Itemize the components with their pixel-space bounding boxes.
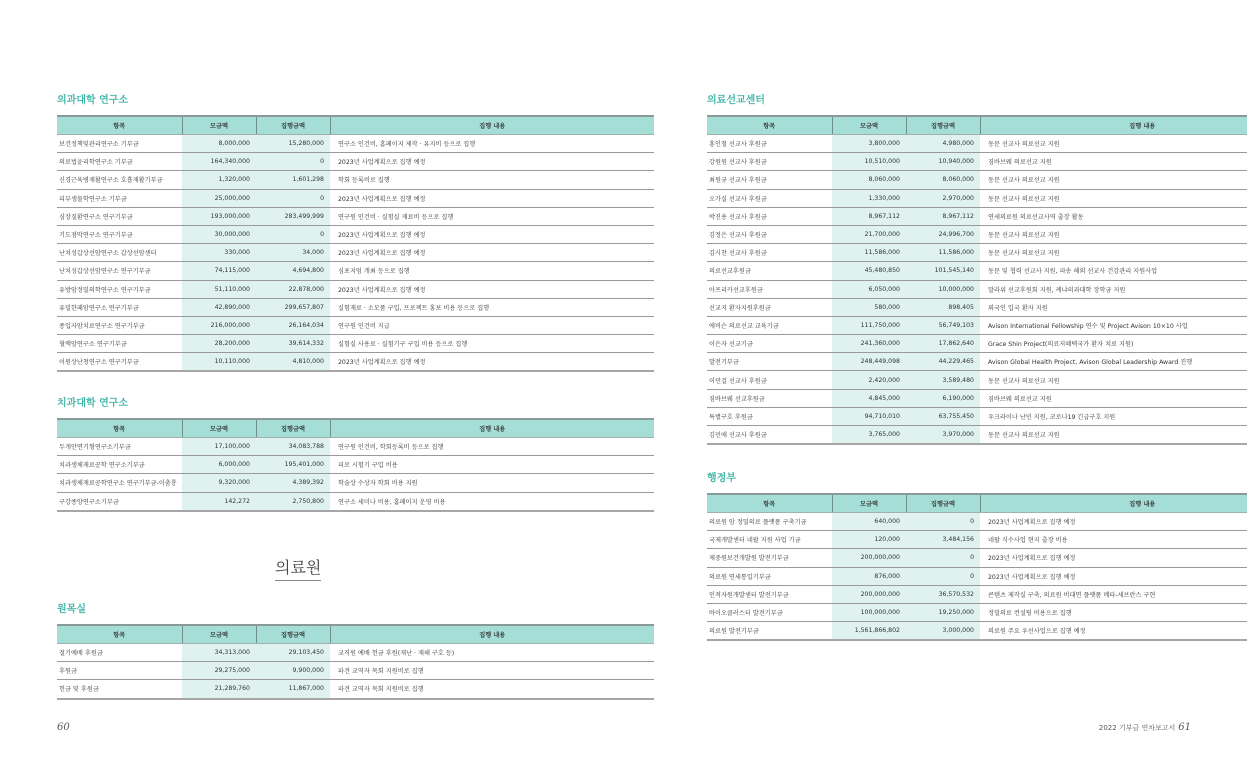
row-item: 유밀한패암연구소 연구기부금 — [57, 298, 182, 316]
row-item: 헌금 및 후원금 — [57, 680, 182, 699]
row-details: 2023년 사업계획으로 집행 예정 — [980, 513, 1247, 531]
row-details: 동문 선교사 의료선교 지원 — [980, 225, 1247, 243]
row-spent: 0 — [256, 225, 330, 243]
row-details: 동문 선교사 의료선교 지원 — [980, 244, 1247, 262]
section-mission-center — [707, 95, 1247, 445]
table-row — [57, 456, 654, 474]
table-row — [57, 474, 654, 492]
row-details: 동문 선교사 의료선교 지원 — [980, 371, 1247, 389]
header-spent: 집행금액 — [906, 494, 980, 513]
row-spent: 34,083,788 — [256, 438, 330, 456]
row-item: 에비슨 의료선교 교육기금 — [707, 316, 832, 334]
table-row — [707, 280, 1247, 298]
table-row — [57, 662, 654, 680]
header-item: 항목 — [707, 494, 832, 513]
donation-table — [707, 493, 1247, 641]
row-raised: 29,275,000 — [182, 662, 256, 680]
row-raised: 45,480,850 — [832, 262, 906, 280]
row-details: 실험실 사용료 · 실험기구 구입 비용 등으로 집행 — [330, 335, 654, 353]
table-header-row — [707, 116, 1247, 135]
row-spent: 0 — [906, 513, 980, 531]
table-row — [57, 438, 654, 456]
row-raised: 4,845,000 — [832, 389, 906, 407]
row-raised: 142,272 — [182, 492, 256, 511]
row-item: 오가실 선교사 후원금 — [707, 189, 832, 207]
row-item: 강원원 선교사 후원금 — [707, 153, 832, 171]
row-details: 정밀의료 컨설팅 비용으로 집행 — [980, 603, 1247, 621]
donation-table — [57, 418, 654, 512]
header-item: 항목 — [57, 419, 182, 438]
row-raised: 21,700,000 — [832, 225, 906, 243]
row-raised: 120,000 — [832, 531, 906, 549]
row-spent: 34,000 — [256, 244, 330, 262]
header-raised: 모금액 — [832, 116, 906, 135]
table-row — [57, 680, 654, 699]
row-raised: 111,750,000 — [832, 316, 906, 334]
header-details: 집행 내용 — [330, 419, 654, 438]
table-row — [707, 549, 1247, 567]
row-details: 학술상 수상자 학회 비용 지원 — [330, 474, 654, 492]
row-spent: 195,401,000 — [256, 456, 330, 474]
row-item: 피부생물학연구소 기부금 — [57, 189, 182, 207]
row-raised: 1,561,866,802 — [832, 622, 906, 641]
row-details: 동문 선교사 의료선교 지원 — [980, 171, 1247, 189]
row-raised: 30,000,000 — [182, 225, 256, 243]
table-row — [707, 335, 1247, 353]
row-item: 이민걸 선교사 후원금 — [707, 371, 832, 389]
row-spent: 0 — [906, 567, 980, 585]
row-raised: 3,765,000 — [832, 426, 906, 445]
table-row — [707, 603, 1247, 621]
row-spent: 39,614,332 — [256, 335, 330, 353]
row-item: 후원금 — [57, 662, 182, 680]
header-spent: 집행금액 — [256, 116, 330, 135]
row-spent: 0 — [906, 549, 980, 567]
table-header-row — [57, 419, 654, 438]
row-raised: 2,420,000 — [832, 371, 906, 389]
row-spent: 4,694,800 — [256, 262, 330, 280]
row-details: 연구소 인건비, 홈페이지 제작 · 유지비 등으로 집행 — [330, 135, 654, 153]
row-raised: 3,800,000 — [832, 135, 906, 153]
table-row — [57, 262, 654, 280]
row-details: 말라위 선교후원회 지원, 케냐의과대학 장학금 지원 — [980, 280, 1247, 298]
table-header-row — [57, 625, 654, 644]
row-item: 의료원 발전기부금 — [707, 622, 832, 641]
footer-right — [1099, 722, 1191, 733]
row-details: 학회 등록비로 집행 — [330, 171, 654, 189]
header-spent: 집행금액 — [906, 116, 980, 135]
row-item: 선교지 환자지원후원금 — [707, 298, 832, 316]
row-item: 바이오클러스터 발전기부금 — [707, 603, 832, 621]
row-details: 의료원 주요 우선사업으로 집행 예정 — [980, 622, 1247, 641]
row-spent: 9,900,000 — [256, 662, 330, 680]
table-row — [57, 189, 654, 207]
row-item: 박진용 선교사 후원금 — [707, 207, 832, 225]
row-spent: 56,749,103 — [906, 316, 980, 334]
section-title: 의료선교센터 — [707, 95, 765, 106]
row-details: 연세의료원 의료선교사역 출장 활동 — [980, 207, 1247, 225]
row-raised: 1,320,000 — [182, 171, 256, 189]
row-details: 짐바브웨 의료선교 지원 — [980, 153, 1247, 171]
row-spent: 283,499,999 — [256, 207, 330, 225]
row-details: 동문 선교사 의료선교 지원 — [980, 426, 1247, 445]
row-spent: 1,601,298 — [256, 171, 330, 189]
section-title: 의과대학 연구소 — [57, 95, 129, 106]
page-heading: 의료원 — [275, 555, 321, 581]
row-details: 짐바브웨 의료선교 지원 — [980, 389, 1247, 407]
row-raised: 640,000 — [832, 513, 906, 531]
row-raised: 28,200,000 — [182, 335, 256, 353]
row-item: 제중원보건개발원 발전기부금 — [707, 549, 832, 567]
row-raised: 25,000,000 — [182, 189, 256, 207]
row-raised: 216,000,000 — [182, 316, 256, 334]
row-spent: 3,970,000 — [906, 426, 980, 445]
header-details: 집행 내용 — [980, 116, 1247, 135]
row-details: 피로 시험기 구입 비용 — [330, 456, 654, 474]
row-spent: 3,000,000 — [906, 622, 980, 641]
row-details: 2023년 사업계획으로 집행 예정 — [980, 567, 1247, 585]
row-details: 연구원 인건비, 학회등록비 등으로 집행 — [330, 438, 654, 456]
row-details: 콘텐츠 제작실 구축, 의료원 비대면 플랫폼 메타-세브란스 구현 — [980, 585, 1247, 603]
row-details: 동문 및 협력 선교사 지원, 파송 해외 선교사 건강관리 지원사업 — [980, 262, 1247, 280]
row-spent: 24,996,700 — [906, 225, 980, 243]
table-row — [707, 426, 1247, 445]
table-row — [707, 244, 1247, 262]
row-raised: 8,967,112 — [832, 207, 906, 225]
report-title: 2022 기부금 연차보고서 — [1098, 724, 1176, 732]
row-spent: 8,967,112 — [906, 207, 980, 225]
table-row — [57, 298, 654, 316]
row-raised: 51,110,000 — [182, 280, 256, 298]
row-spent: 4,810,000 — [256, 353, 330, 372]
row-item: 두개안면기형연구소기부금 — [57, 438, 182, 456]
row-spent: 22,878,000 — [256, 280, 330, 298]
row-raised: 42,890,000 — [182, 298, 256, 316]
header-details: 집행 내용 — [330, 625, 654, 644]
row-spent: 2,970,000 — [906, 189, 980, 207]
donation-table — [57, 624, 654, 700]
row-spent: 15,280,000 — [256, 135, 330, 153]
row-raised: 241,360,000 — [832, 335, 906, 353]
page-number-right: 61 — [1178, 722, 1191, 733]
row-spent: 19,250,000 — [906, 603, 980, 621]
row-spent: 2,750,800 — [256, 492, 330, 511]
row-spent: 26,164,034 — [256, 316, 330, 334]
row-raised: 8,000,000 — [182, 135, 256, 153]
section-admin — [707, 473, 1247, 641]
row-spent: 101,545,140 — [906, 262, 980, 280]
table-row — [707, 567, 1247, 585]
row-raised: 6,050,000 — [832, 280, 906, 298]
row-details: 동문 선교사 의료선교 지원 — [980, 189, 1247, 207]
header-details: 집행 내용 — [330, 116, 654, 135]
table-row — [707, 371, 1247, 389]
row-raised: 10,110,000 — [182, 353, 256, 372]
row-details: 네팔 식수사업 현지 출장 비용 — [980, 531, 1247, 549]
row-spent: 3,484,156 — [906, 531, 980, 549]
row-spent: 11,586,000 — [906, 244, 980, 262]
header-raised: 모금액 — [182, 116, 256, 135]
row-spent: 36,570,532 — [906, 585, 980, 603]
table-row — [57, 353, 654, 372]
row-item: 의료선교후원금 — [707, 262, 832, 280]
row-item: 종입자암치료연구소 연구기부금 — [57, 316, 182, 334]
table-row — [57, 135, 654, 153]
table-header-row — [707, 494, 1247, 513]
page-number-left: 60 — [57, 722, 70, 733]
row-raised: 200,000,000 — [832, 585, 906, 603]
table-row — [57, 644, 654, 662]
table-row — [707, 207, 1247, 225]
row-details: 연구원 인건비 · 실험실 재료비 등으로 집행 — [330, 207, 654, 225]
row-item: 의료법윤리학연구소 기부금 — [57, 153, 182, 171]
table-row — [57, 492, 654, 511]
header-spent: 집행금액 — [256, 419, 330, 438]
header-raised: 모금액 — [182, 625, 256, 644]
row-details: 2023년 사업계획으로 집행 예정 — [330, 189, 654, 207]
header-raised: 모금액 — [832, 494, 906, 513]
row-item: 이은자 선교기금 — [707, 335, 832, 353]
row-raised: 94,710,010 — [832, 407, 906, 425]
table-row — [707, 171, 1247, 189]
row-spent: 10,000,000 — [906, 280, 980, 298]
row-item: 홍인철 선교사 후원금 — [707, 135, 832, 153]
row-details: 심포지엄 개최 등으로 집행 — [330, 262, 654, 280]
section-title: 행정부 — [707, 473, 736, 484]
header-details: 집행 내용 — [980, 494, 1247, 513]
row-details: 2023년 사업계획으로 집행 예정 — [330, 244, 654, 262]
row-spent: 17,862,640 — [906, 335, 980, 353]
row-details: 파견 교역자 목회 지원비로 집행 — [330, 662, 654, 680]
row-raised: 6,000,000 — [182, 456, 256, 474]
row-details: 우크라이나 난민 지원, 코로나19 긴급구호 지원 — [980, 407, 1247, 425]
row-item: 치과생체재료공학 연구소기부금 — [57, 456, 182, 474]
table-row — [707, 262, 1247, 280]
row-item: 난치성갑상선암연구소 갑상선암센터 — [57, 244, 182, 262]
row-details: 2023년 사업계획으로 집행 예정 — [980, 549, 1247, 567]
table-row — [707, 135, 1247, 153]
table-row — [57, 225, 654, 243]
row-details: 외국인 입국 환자 지원 — [980, 298, 1247, 316]
row-item: 혈액암연구소 연구기부금 — [57, 335, 182, 353]
section-dental-college — [57, 398, 654, 512]
row-item: 보건정책및관리연구소 기부금 — [57, 135, 182, 153]
row-spent: 4,980,000 — [906, 135, 980, 153]
row-raised: 200,000,000 — [832, 549, 906, 567]
row-details: 연구소 세미나 비용, 홈페이지 운영 비용 — [330, 492, 654, 511]
row-spent: 29,103,450 — [256, 644, 330, 662]
row-raised: 10,510,000 — [832, 153, 906, 171]
row-item: 기도점막연구소 연구기부금 — [57, 225, 182, 243]
header-item: 항목 — [57, 625, 182, 644]
row-raised: 8,060,000 — [832, 171, 906, 189]
row-details: Avison International Fellowship 연수 및 Project Avison 10×10 사업 — [980, 316, 1247, 334]
row-raised: 17,100,000 — [182, 438, 256, 456]
table-row — [57, 171, 654, 189]
row-spent: 8,060,000 — [906, 171, 980, 189]
row-item: 짐바브웨 선교후원금 — [707, 389, 832, 407]
row-item: 최원규 선교사 후원금 — [707, 171, 832, 189]
table-row — [57, 153, 654, 171]
row-item: 발전기부금 — [707, 353, 832, 371]
row-raised: 100,000,000 — [832, 603, 906, 621]
row-item: 김민애 선교사 후원금 — [707, 426, 832, 445]
table-row — [57, 244, 654, 262]
row-spent: 0 — [256, 153, 330, 171]
table-row — [57, 280, 654, 298]
table-row — [707, 225, 1247, 243]
donation-table — [57, 115, 654, 372]
row-spent: 6,190,000 — [906, 389, 980, 407]
row-details: 교직원 예배 헌금 후원(재난 · 재해 구호 등) — [330, 644, 654, 662]
row-details: 2023년 사업계획으로 집행 예정 — [330, 225, 654, 243]
table-row — [707, 407, 1247, 425]
row-details: 실험재료 · 소모품 구입, 프로젝트 홍보 비용 등으로 집행 — [330, 298, 654, 316]
section-title: 원목실 — [57, 604, 86, 615]
row-item: 의료원 연세통일기부금 — [707, 567, 832, 585]
row-details: Avison Global Health Project, Avison Global Leadership Award 진행 — [980, 353, 1247, 371]
table-row — [707, 353, 1247, 371]
row-details: 2023년 사업계획으로 집행 예정 — [330, 353, 654, 372]
row-item: 난치성갑상선암연구소 연구기부금 — [57, 262, 182, 280]
row-spent: 3,589,480 — [906, 371, 980, 389]
row-raised: 164,340,000 — [182, 153, 256, 171]
row-item: 특별구호 후원금 — [707, 407, 832, 425]
row-raised: 193,000,000 — [182, 207, 256, 225]
row-raised: 74,115,000 — [182, 262, 256, 280]
row-details: 연구원 인건비 지급 — [330, 316, 654, 334]
row-item: 아프리카선교후원금 — [707, 280, 832, 298]
row-item: 김정은 선교사 후원금 — [707, 225, 832, 243]
table-row — [707, 298, 1247, 316]
row-spent: 10,940,000 — [906, 153, 980, 171]
section-title: 치과대학 연구소 — [57, 398, 129, 409]
row-raised: 580,000 — [832, 298, 906, 316]
row-item: 구강종양연구소기부금 — [57, 492, 182, 511]
row-spent: 44,229,465 — [906, 353, 980, 371]
table-row — [707, 389, 1247, 407]
row-item: 의료원 암 정밀의료 플랫폼 구축기금 — [707, 513, 832, 531]
header-item: 항목 — [707, 116, 832, 135]
row-spent: 898,405 — [906, 298, 980, 316]
row-spent: 0 — [256, 189, 330, 207]
row-spent: 4,389,392 — [256, 474, 330, 492]
table-row — [707, 316, 1247, 334]
row-raised: 34,313,000 — [182, 644, 256, 662]
row-spent: 299,657,807 — [256, 298, 330, 316]
header-raised: 모금액 — [182, 419, 256, 438]
row-item: 신경근육병재활연구소 호흡재활기부금 — [57, 171, 182, 189]
row-item: 치과생체재료공학연구소 연구기부금-이춤룡 — [57, 474, 182, 492]
row-item: 유방암정밀의학연구소 연구기부금 — [57, 280, 182, 298]
table-row — [707, 531, 1247, 549]
row-details: 파견 교역자 목회 지원비로 집행 — [330, 680, 654, 699]
row-item: 심장질환연구소 연구기부금 — [57, 207, 182, 225]
row-details: 2023년 사업계획으로 집행 예정 — [330, 153, 654, 171]
row-raised: 876,000 — [832, 567, 906, 585]
table-row — [707, 513, 1247, 531]
row-spent: 63,755,450 — [906, 407, 980, 425]
section-chaplain — [57, 604, 654, 700]
row-item: 국제개발센터 네팔 지원 사업 기금 — [707, 531, 832, 549]
table-row — [707, 585, 1247, 603]
row-raised: 21,289,760 — [182, 680, 256, 699]
row-raised: 9,320,000 — [182, 474, 256, 492]
donation-table — [707, 115, 1247, 445]
table-header-row — [57, 116, 654, 135]
table-row — [57, 316, 654, 334]
row-details: Grace Shin Project(의료저혜택국가 환자 치료 지원) — [980, 335, 1247, 353]
row-details: 2023년 사업계획으로 집행 예정 — [330, 280, 654, 298]
row-raised: 330,000 — [182, 244, 256, 262]
table-row — [57, 335, 654, 353]
row-item: 이원상난청연구소 연구기부금 — [57, 353, 182, 372]
header-spent: 집행금액 — [256, 625, 330, 644]
row-raised: 11,586,000 — [832, 244, 906, 262]
row-item: 절기예배 후원금 — [57, 644, 182, 662]
row-item: 인적자원개발센터 발전기부금 — [707, 585, 832, 603]
table-row — [707, 622, 1247, 641]
table-row — [707, 189, 1247, 207]
row-details: 동문 선교사 의료선교 지원 — [980, 135, 1247, 153]
table-row — [707, 153, 1247, 171]
section-med-college — [57, 95, 654, 372]
row-item: 김시찬 선교사 후원금 — [707, 244, 832, 262]
table-row — [57, 207, 654, 225]
row-raised: 1,330,000 — [832, 189, 906, 207]
row-raised: 248,449,098 — [832, 353, 906, 371]
header-item: 항목 — [57, 116, 182, 135]
row-spent: 11,867,000 — [256, 680, 330, 699]
